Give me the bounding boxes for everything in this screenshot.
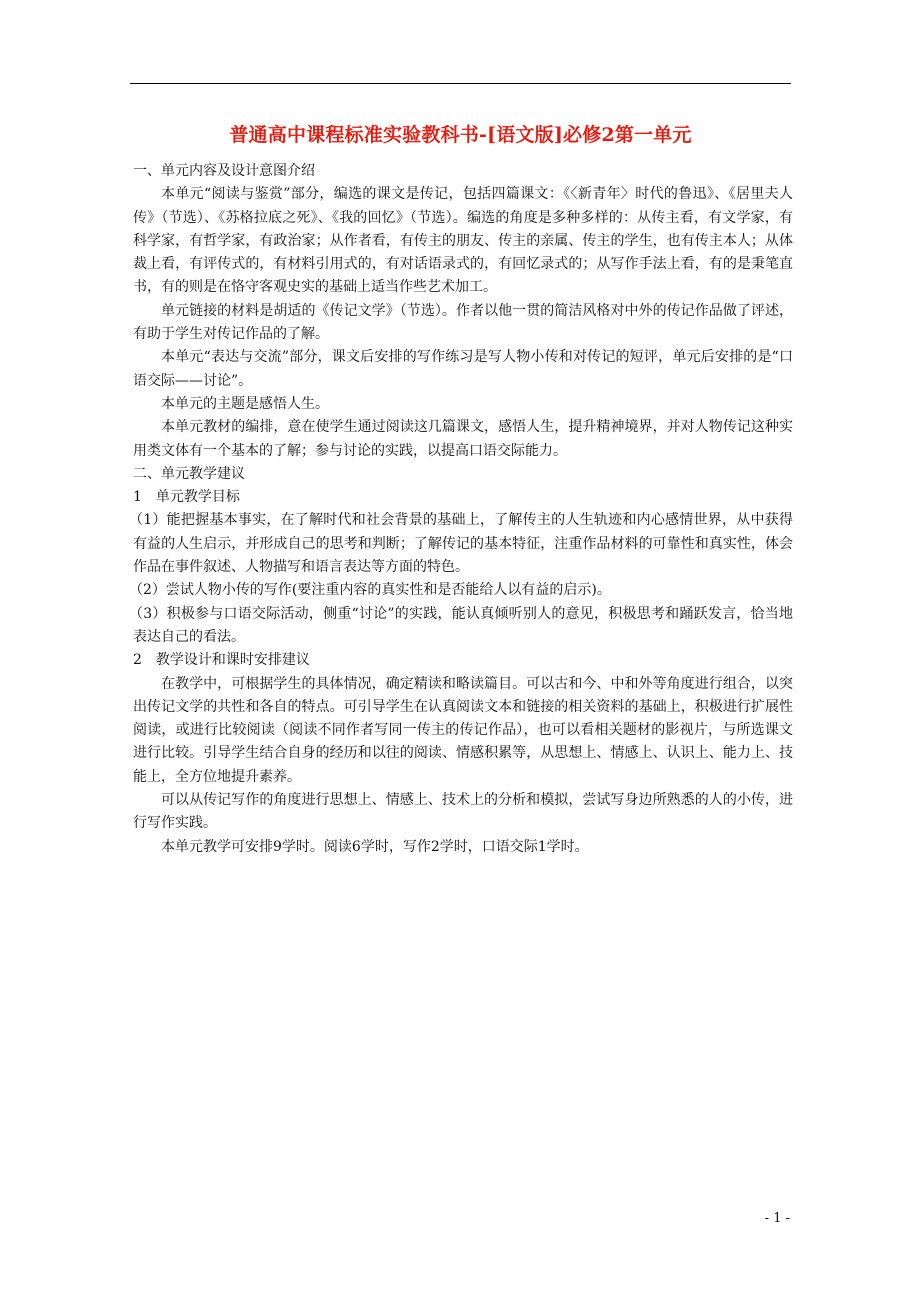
paragraph-arrangement-intent: 本单元教材的编排，意在使学生通过阅读这几篇课文，感悟人生，提升精神境界，并对人物传记这种实用类文体有一个基本的了解；参与讨论的实践，以提高口语交际能力。 (133, 419, 793, 459)
paragraph-class-hours: 本单元教学可安排9学时。阅读6学时，写作2学时，口语交际1学时。 (161, 838, 589, 855)
goal-item-3: （3）积极参与口语交际活动，侧重“讨论”的实践，能认真倾听别人的意见，积极思考和踊跃发言，恰当地表达自己的看法。 (129, 605, 793, 645)
paragraph-teaching-design: 在教学中，可根据学生的具体情况，确定精读和略读篇目。可以古和今、中和外等角度进行组合，以突出传记文学的共性和各自的特点。可引导学生在认真阅读文本和链接的相关资料的基础上，积极进行扩展性阅读，或进行比较阅读（阅读不同作者写同一传主的传记作品），也可以看相关题材的影视片，与所选课文进行比较。引导学生结合自身的经历和以往的阅读、情感积累等，从思想上、情感上、认识上、能力上、技能上，全方位地提升素养。 (133, 675, 793, 785)
paragraph-unit-link: 单元链接的材料是胡适的《传记文学》（节选）。作者以他一贯的简洁风格对中外的传记作品做了评述，有助于学生对传记作品的了解。 (133, 302, 793, 343)
subheading-teaching-goals: 1 单元教学目标 (133, 489, 240, 506)
paragraph-reading-appreciation: 本单元“阅读与鉴赏”部分，编选的课文是传记，包括四篇课文：《〈新青年〉时代的鲁迅》、《居里夫人传》（节选）、《苏格拉底之死》、《我的回忆》（节选）。编选的角度是多种多样的：从传主看，有文学家，有科学家，有哲学家，有政治家；从作者看，有传主的朋友、传主的亲属、传主的学生，也有传主本人；从体裁上看，有评传式的，有材料引用式的，有对话语录式的，有回忆录式的；从写作手法上看，有的是秉笔直书，有的则是在恪守客观史实的基础上适当作些艺术加工。 (133, 186, 793, 296)
section-heading-teaching-advice: 二、单元教学建议 (133, 465, 245, 482)
subheading-design-schedule: 2 教学设计和课时安排建议 (133, 652, 310, 669)
section-heading-unit-intro: 一、单元内容及设计意图介绍 (133, 163, 315, 179)
goal-item-1: （1）能把握基本事实，在了解时代和社会背景的基础上，了解传主的人生轨迹和内心感情世界，从中获得有益的人生启示，并形成自己的思考和判断；了解传记的基本特征，注重作品材料的可靠性和真实性，体会作品在事件叙述、人物描写和语言表达等方面的特色。 (129, 512, 793, 576)
document-body (129, 160, 793, 859)
header-rule (130, 83, 791, 84)
goal-item-2: （2）尝试人物小传的写作(要注重内容的真实性和是否能给人以有益的启示)。 (129, 582, 611, 599)
document-title: 普通高中课程标准实验教科书-[语文版]必修2第一单元 (229, 124, 692, 146)
paragraph-unit-theme: 本单元的主题是感悟人生。 (161, 395, 329, 412)
paragraph-expression-communication: 本单元“表达与交流”部分，课文后安排的写作练习是写人物小传和对传记的短评，单元后安排的是“口语交际——讨论”。 (133, 349, 793, 389)
page-number: - 1 - (764, 1211, 790, 1226)
paragraph-writing-practice: 可以从传记写作的角度进行思想上、情感上、技术上的分析和模拟，尝试写身边所熟悉的人的小传，进行写作实践。 (133, 792, 793, 832)
